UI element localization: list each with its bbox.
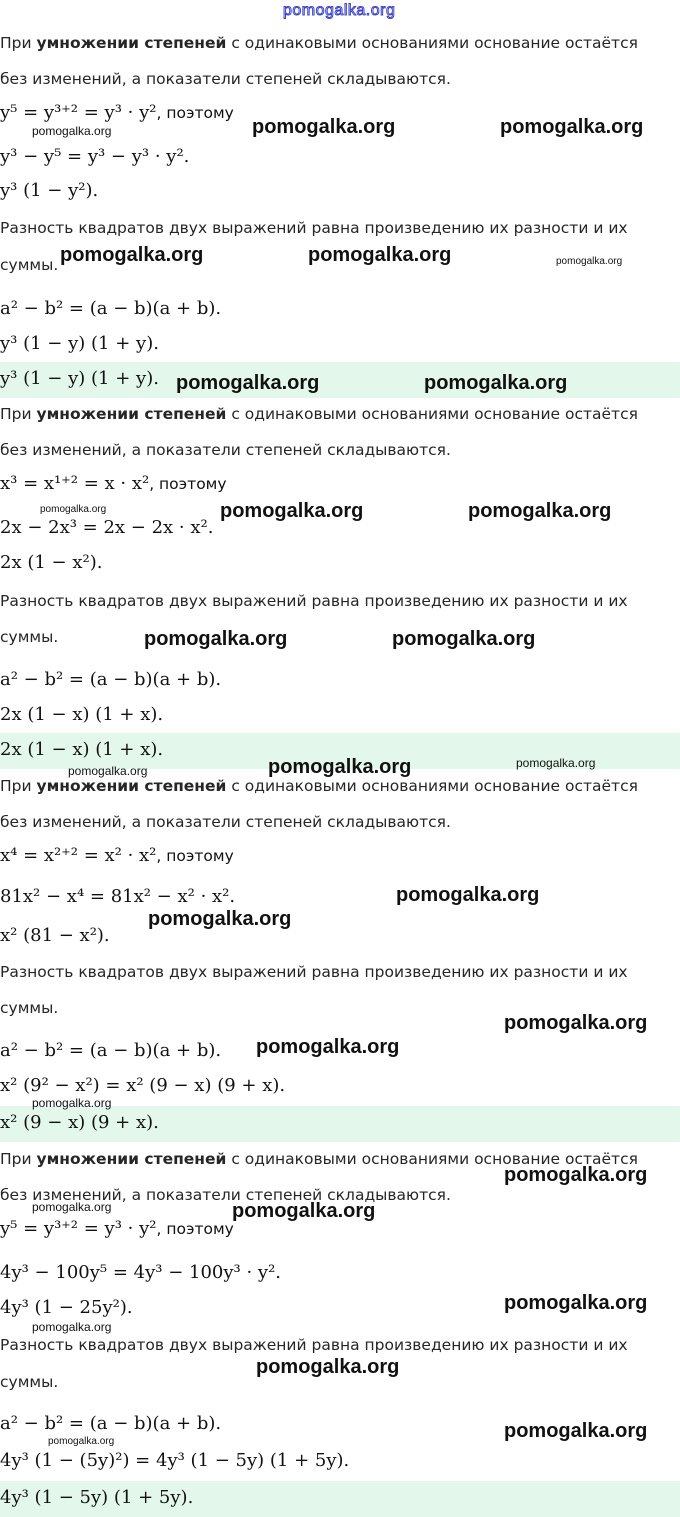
math-step-2: y³ − y⁵ = y³ − y³ · y². <box>0 146 190 167</box>
watermark: pomogalka.org <box>268 756 412 778</box>
watermark: pomogalka.org <box>252 116 396 138</box>
watermark: pomogalka.org <box>68 764 148 778</box>
watermark: pomogalka.org <box>504 1292 648 1314</box>
watermark: pomogalka.org <box>396 884 540 906</box>
watermark: pomogalka.org <box>48 1436 115 1447</box>
math-step-1: x⁴ = x²⁺² = x² · x², поэтому <box>0 845 234 866</box>
rule-power-product: При умножении степеней с одинаковыми основаниями основание остаётся <box>0 405 638 423</box>
math-step-3: 2x (1 − x²). <box>0 552 103 573</box>
math-step-4: y³ (1 − y) (1 + y). <box>0 333 159 354</box>
watermark: pomogalka.org <box>176 372 320 394</box>
watermark: pomogalka.org <box>516 756 596 770</box>
answer-line: 2x (1 − x) (1 + x). <box>0 733 680 769</box>
math-step-3: 4y³ (1 − 25y²). <box>0 1297 133 1318</box>
math-step-1: y⁵ = y³⁺² = y³ · y², поэтому <box>0 1218 234 1239</box>
answer-line: x² (9 − x) (9 + x). <box>0 1106 680 1142</box>
math-step-4: 4y³ (1 − (5y)²) = 4y³ (1 − 5y) (1 + 5y). <box>0 1450 350 1471</box>
watermark: pomogalka.org <box>232 1200 376 1222</box>
math-formula: a² − b² = (a − b)(a + b). <box>0 669 222 690</box>
watermark: pomogalka.org <box>468 500 612 522</box>
watermark: pomogalka.org <box>392 628 536 650</box>
watermark: pomogalka.org <box>424 372 568 394</box>
watermark: pomogalka.org <box>148 908 292 930</box>
watermark: pomogalka.org <box>32 124 112 138</box>
math-step-1: x³ = x¹⁺² = x · x², поэтому <box>0 473 227 494</box>
watermark: pomogalka.org <box>60 244 204 266</box>
math-step-4: x² (9² − x²) = x² (9 − x) (9 + x). <box>0 1075 286 1096</box>
watermark: pomogalka.org <box>500 116 644 138</box>
rule-power-product-cont: без изменений, а показатели степеней складываются. <box>0 70 451 88</box>
math-step-2: 4y³ − 100y⁵ = 4y³ − 100y³ · y². <box>0 1262 282 1283</box>
rule-power-product-cont: без изменений, а показатели степеней складываются. <box>0 441 451 459</box>
rule-power-product: При умножении степеней с одинаковыми основаниями основание остаётся <box>0 1150 638 1168</box>
rule-difference-of-squares: Разность квадратов двух выражений равна произведению их разности и их <box>0 963 628 981</box>
watermark: pomogalka.org <box>256 1356 400 1378</box>
rule-difference-of-squares: Разность квадратов двух выражений равна произведению их разности и их <box>0 1336 628 1354</box>
math-formula: a² − b² = (a − b)(a + b). <box>0 298 222 319</box>
watermark: pomogalka.org <box>40 504 107 515</box>
math-formula: a² − b² = (a − b)(a + b). <box>0 1040 222 1061</box>
math-step-4: 2x (1 − x) (1 + x). <box>0 704 164 725</box>
rule-difference-of-squares-cont: суммы. <box>0 1373 59 1391</box>
math-step-3: y³ (1 − y²). <box>0 180 99 201</box>
watermark-top: pomogalka.org <box>283 2 396 19</box>
rule-difference-of-squares-cont: суммы. <box>0 256 59 274</box>
watermark: pomogalka.org <box>504 1164 648 1186</box>
watermark: pomogalka.org <box>32 1200 112 1214</box>
math-step-2: 81x² − x⁴ = 81x² − x² · x². <box>0 886 236 907</box>
math-step-1: y⁵ = y³⁺² = y³ · y², поэтому <box>0 102 234 123</box>
watermark: pomogalka.org <box>144 628 288 650</box>
math-step-2: 2x − 2x³ = 2x − 2x · x². <box>0 517 214 538</box>
rule-power-product-cont: без изменений, а показатели степеней складываются. <box>0 813 451 831</box>
rule-power-product: При умножении степеней с одинаковыми основаниями основание остаётся <box>0 34 638 52</box>
watermark: pomogalka.org <box>256 1036 400 1058</box>
watermark: pomogalka.org <box>556 256 623 267</box>
watermark: pomogalka.org <box>32 1096 112 1110</box>
rule-difference-of-squares-cont: суммы. <box>0 999 59 1017</box>
math-formula: a² − b² = (a − b)(a + b). <box>0 1413 222 1434</box>
rule-difference-of-squares: Разность квадратов двух выражений равна произведению их разности и их <box>0 219 628 237</box>
watermark: pomogalka.org <box>32 1320 112 1334</box>
answer-line: y³ (1 − y) (1 + y). <box>0 362 680 398</box>
watermark: pomogalka.org <box>504 1420 648 1442</box>
rule-power-product-cont: без изменений, а показатели степеней складываются. <box>0 1186 451 1204</box>
rule-difference-of-squares: Разность квадратов двух выражений равна произведению их разности и их <box>0 592 628 610</box>
answer-line: 4y³ (1 − 5y) (1 + 5y). <box>0 1481 680 1517</box>
watermark: pomogalka.org <box>504 1012 648 1034</box>
watermark: pomogalka.org <box>308 244 452 266</box>
watermark: pomogalka.org <box>220 500 364 522</box>
math-step-3: x² (81 − x²). <box>0 925 110 946</box>
rule-power-product: При умножении степеней с одинаковыми основаниями основание остаётся <box>0 777 638 795</box>
rule-difference-of-squares-cont: суммы. <box>0 628 59 646</box>
